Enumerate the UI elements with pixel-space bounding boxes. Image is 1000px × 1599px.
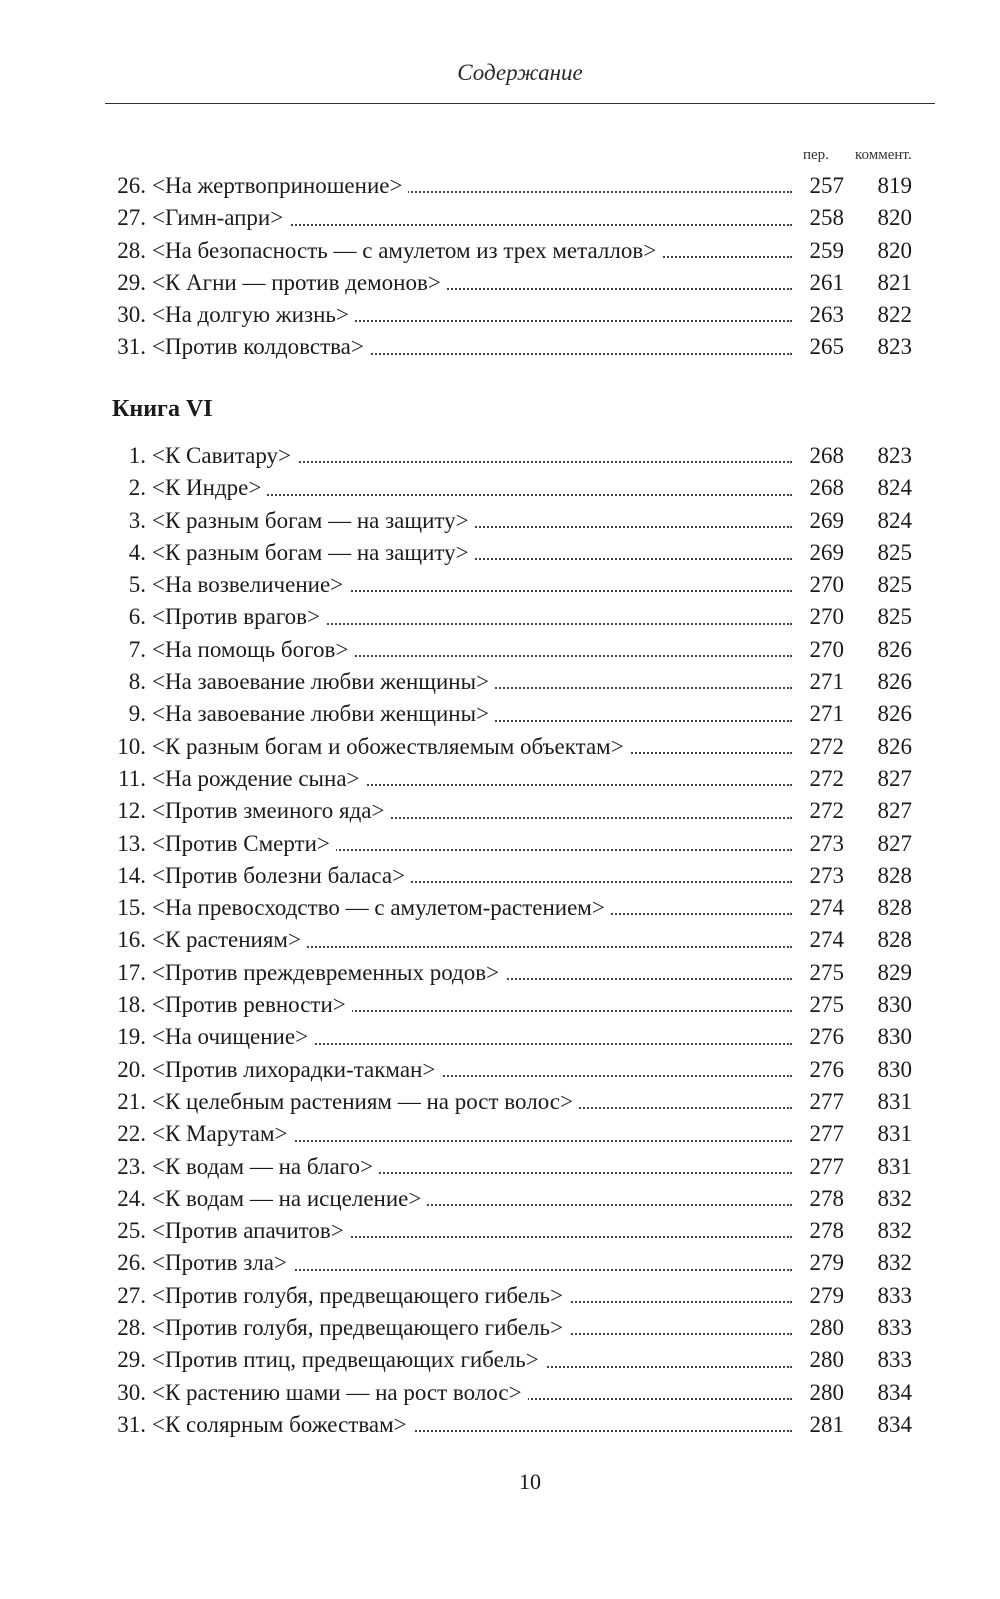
entry-number: 29. (117, 269, 146, 295)
entry-page-translation: 277 (809, 1153, 844, 1179)
entry-title: <К Савитару> (152, 443, 297, 468)
entry-title-wrap (152, 666, 792, 698)
entry-title: <Против апачитов> (152, 1218, 350, 1243)
entry-number: 23. (117, 1153, 146, 1179)
entry-title-wrap (152, 440, 792, 472)
entry-title-wrap (152, 924, 792, 956)
entry-title: <На превосходство — с амулетом-растением> (152, 895, 611, 920)
entry-page-comment: 831 (877, 1088, 912, 1114)
toc-entry (0, 170, 1000, 202)
entry-number: 27. (117, 205, 146, 231)
entry-title-wrap (152, 202, 792, 234)
entry-page-translation: 270 (809, 636, 844, 662)
entry-page-translation: 279 (809, 1250, 844, 1276)
entry-title: <На возвеличение> (152, 572, 349, 597)
entry-page-translation: 272 (809, 733, 844, 759)
entry-page-comment: 823 (877, 443, 912, 468)
entry-title-wrap (152, 1021, 792, 1053)
toc-entry (0, 569, 1000, 601)
entry-page-comment: 830 (877, 1024, 912, 1050)
toc-entry (0, 1118, 1000, 1150)
entry-title-wrap (152, 1151, 792, 1183)
entry-title: <На долгую жизнь> (152, 302, 355, 327)
entry-title: <К разным богам и обожествляемым объектам> (152, 734, 630, 759)
entry-title-wrap (152, 763, 792, 795)
entry-title-wrap (152, 1312, 792, 1344)
toc-entry (0, 1280, 1000, 1312)
entry-page-comment: 822 (877, 302, 912, 328)
toc-entry (0, 860, 1000, 892)
entry-number: 16. (117, 927, 146, 953)
toc-entry (0, 1215, 1000, 1247)
entry-title: <К водам — на благо> (152, 1154, 379, 1179)
entry-page-comment: 830 (877, 992, 912, 1018)
entry-title-wrap (152, 505, 792, 537)
entry-page-comment: 826 (877, 701, 912, 727)
entry-title: <На помощь богов> (152, 637, 354, 662)
entry-number: 30. (117, 302, 146, 328)
entry-number: 20. (117, 1056, 146, 1082)
column-header-per: пер. (803, 147, 829, 163)
entry-number: 31. (117, 1411, 146, 1437)
toc-entry (0, 1377, 1000, 1409)
toc-entry (0, 828, 1000, 860)
entry-page-translation: 268 (809, 475, 844, 501)
entry-number: 3. (128, 507, 146, 533)
toc-entry (0, 299, 1000, 331)
entry-title-wrap (152, 989, 792, 1021)
entry-title: <На жертвоприношение> (152, 173, 408, 198)
entry-number: 1. (128, 443, 146, 468)
entry-number: 31. (117, 334, 146, 360)
entry-page-comment: 833 (877, 1282, 912, 1308)
entry-page-comment: 828 (877, 862, 912, 888)
entry-title: <К растению шами — на рост волос> (152, 1380, 528, 1405)
entry-title-wrap (152, 731, 792, 763)
entry-page-translation: 274 (809, 927, 844, 953)
entry-page-translation: 259 (809, 237, 844, 263)
entry-title-wrap (152, 537, 792, 569)
entry-page-comment: 832 (877, 1218, 912, 1244)
toc-entry (0, 1344, 1000, 1376)
entry-number: 25. (117, 1218, 146, 1244)
entry-number: 28. (117, 237, 146, 263)
toc-entry (0, 989, 1000, 1021)
entry-page-translation: 280 (809, 1315, 844, 1341)
toc-entry (0, 1247, 1000, 1279)
entry-title: <К разным богам — на защиту> (152, 508, 475, 533)
entry-page-translation: 270 (809, 604, 844, 630)
entry-page-comment: 828 (877, 895, 912, 921)
entry-page-translation: 279 (809, 1282, 844, 1308)
entry-page-translation: 271 (809, 669, 844, 695)
entry-number: 6. (128, 604, 146, 630)
entry-page-comment: 825 (877, 604, 912, 630)
entry-title-wrap (152, 1409, 792, 1441)
entry-title: <К растениям> (152, 927, 307, 952)
entry-page-translation: 274 (809, 895, 844, 921)
entry-title: <К целебным растениям — на рост волос> (152, 1089, 579, 1114)
entry-number: 30. (117, 1379, 146, 1405)
entry-page-comment: 824 (877, 507, 912, 533)
entry-title-wrap (152, 1118, 792, 1150)
entry-title-wrap (152, 795, 792, 827)
entry-page-comment: 820 (877, 205, 912, 231)
entry-title-wrap (152, 601, 792, 633)
column-header-comment: коммент. (855, 147, 912, 163)
entry-number: 11. (118, 765, 146, 791)
entry-title: <На рождение сына> (152, 766, 366, 791)
entry-page-translation: 261 (809, 269, 844, 295)
entry-title-wrap (152, 472, 792, 504)
entry-page-translation: 269 (809, 507, 844, 533)
header-rule (105, 103, 935, 104)
entry-title: <На очищение> (152, 1024, 314, 1049)
entry-number: 14. (117, 862, 146, 888)
entry-title: <На безопасность — с амулетом из трех металлов> (152, 238, 662, 263)
entry-page-translation: 269 (809, 539, 844, 565)
page-number: 10 (519, 1469, 541, 1494)
entry-number: 22. (117, 1121, 146, 1147)
entry-title-wrap (152, 634, 792, 666)
column-headers (0, 147, 1000, 167)
toc-entry (0, 1312, 1000, 1344)
entry-title-wrap (152, 267, 792, 299)
toc-entry (0, 924, 1000, 956)
entry-number: 26. (117, 173, 146, 198)
toc-list-book-6 (0, 440, 1000, 1441)
entry-page-comment: 827 (877, 830, 912, 856)
entry-page-translation: 270 (809, 572, 844, 598)
entry-page-translation: 257 (809, 173, 844, 198)
toc-entry (0, 634, 1000, 666)
toc-entry (0, 763, 1000, 795)
toc-entry (0, 267, 1000, 299)
entry-number: 12. (117, 798, 146, 824)
entry-page-comment: 826 (877, 636, 912, 662)
entry-number: 10. (117, 733, 146, 759)
entry-number: 4. (128, 539, 146, 565)
toc-entry (0, 892, 1000, 924)
entry-number: 9. (128, 701, 146, 727)
entry-page-translation: 275 (809, 959, 844, 985)
entry-title-wrap (152, 828, 792, 860)
entry-title-wrap (152, 1377, 792, 1409)
entry-page-comment: 834 (877, 1379, 912, 1405)
entry-number: 19. (117, 1024, 146, 1050)
entry-title-wrap (152, 957, 792, 989)
entry-title: <Против врагов> (152, 604, 326, 629)
entry-page-translation: 280 (809, 1379, 844, 1405)
toc-entry (0, 666, 1000, 698)
entry-page-comment: 825 (877, 539, 912, 565)
entry-title-wrap (152, 1344, 792, 1376)
entry-title-wrap (152, 299, 792, 331)
entry-title-wrap (152, 170, 792, 202)
entry-page-translation: 273 (809, 830, 844, 856)
entry-title-wrap (152, 1183, 792, 1215)
entry-number: 13. (117, 830, 146, 856)
entry-page-translation: 276 (809, 1056, 844, 1082)
toc-entry (0, 1409, 1000, 1441)
entry-page-comment: 831 (877, 1153, 912, 1179)
entry-number: 8. (128, 669, 146, 695)
toc-entry (0, 601, 1000, 633)
entry-title-wrap (152, 1086, 792, 1118)
entry-page-comment: 826 (877, 733, 912, 759)
entry-number: 7. (128, 636, 146, 662)
toc-entry (0, 331, 1000, 363)
entry-page-translation: 272 (809, 765, 844, 791)
entry-page-translation: 275 (809, 992, 844, 1018)
entry-title-wrap (152, 892, 792, 924)
entry-title-wrap (152, 235, 792, 267)
entry-title: <На завоевание любви женщины> (152, 701, 495, 726)
entry-page-comment: 827 (877, 798, 912, 824)
entry-title: <Против ревности> (152, 992, 352, 1017)
section-heading-book-6: Книга VI (112, 396, 213, 422)
entry-page-comment: 833 (877, 1347, 912, 1373)
toc-entry (0, 1086, 1000, 1118)
entry-page-translation: 277 (809, 1121, 844, 1147)
entry-title: <Против зла> (152, 1250, 293, 1275)
entry-page-comment: 831 (877, 1121, 912, 1147)
entry-number: 15. (117, 895, 146, 921)
entry-page-comment: 820 (877, 237, 912, 263)
entry-page-translation: 258 (809, 205, 844, 231)
entry-number: 21. (117, 1088, 146, 1114)
entry-title: <Против колдовства> (152, 334, 370, 359)
entry-page-translation: 272 (809, 798, 844, 824)
entry-title: <К Марутам> (152, 1121, 293, 1146)
entry-title: <К Агни — против демонов> (152, 270, 447, 295)
toc-entry (0, 202, 1000, 234)
entry-page-comment: 821 (877, 269, 912, 295)
entry-number: 28. (117, 1315, 146, 1341)
entry-title-wrap (152, 1215, 792, 1247)
toc-entry (0, 440, 1000, 472)
entry-title-wrap (152, 698, 792, 730)
entry-page-comment: 826 (877, 669, 912, 695)
toc-entry (0, 795, 1000, 827)
entry-page-comment: 833 (877, 1315, 912, 1341)
toc-entry (0, 1054, 1000, 1086)
entry-number: 29. (117, 1347, 146, 1373)
entry-page-comment: 825 (877, 572, 912, 598)
toc-entry (0, 1151, 1000, 1183)
entry-title: <Против голубя, предвещающего гибель> (152, 1283, 569, 1308)
entry-page-translation: 278 (809, 1185, 844, 1211)
toc-list-prev (0, 170, 1000, 364)
entry-number: 5. (128, 572, 146, 598)
entry-page-comment: 832 (877, 1250, 912, 1276)
entry-title: <К водам — на исцеление> (152, 1186, 427, 1211)
entry-page-translation: 265 (809, 334, 844, 360)
entry-page-comment: 834 (877, 1411, 912, 1437)
entry-title: <Против Смерти> (152, 831, 336, 856)
toc-entry (0, 537, 1000, 569)
entry-page-translation: 273 (809, 862, 844, 888)
entry-title-wrap (152, 1247, 792, 1279)
entry-page-comment: 830 (877, 1056, 912, 1082)
toc-entry (0, 698, 1000, 730)
toc-entry (0, 957, 1000, 989)
toc-entry (0, 235, 1000, 267)
entry-title-wrap (152, 569, 792, 601)
toc-entry (0, 1183, 1000, 1215)
entry-title: <Против птиц, предвещающих гибель> (152, 1347, 545, 1372)
entry-title: <Против голубя, предвещающего гибель> (152, 1315, 569, 1340)
entry-title: <К Индре> (152, 475, 267, 500)
toc-entry (0, 1021, 1000, 1053)
entry-page-comment: 824 (877, 475, 912, 501)
entry-page-comment: 829 (877, 959, 912, 985)
entry-number: 26. (117, 1250, 146, 1276)
entry-title: <К солярным божествам> (152, 1412, 413, 1437)
entry-page-translation: 281 (809, 1411, 844, 1437)
entry-title-wrap (152, 1280, 792, 1312)
entry-title: <Против лихорадки-такман> (152, 1057, 441, 1082)
entry-page-comment: 832 (877, 1185, 912, 1211)
entry-page-translation: 271 (809, 701, 844, 727)
entry-title: <Против болезни баласа> (152, 863, 411, 888)
running-head: Содержание (457, 60, 583, 85)
entry-title: <Против змеиного яда> (152, 798, 390, 823)
entry-title-wrap (152, 860, 792, 892)
entry-page-comment: 827 (877, 765, 912, 791)
entry-page-comment: 819 (877, 173, 912, 198)
entry-title: <К разным богам — на защиту> (152, 540, 475, 565)
entry-title: <Гимн-апри> (152, 205, 289, 230)
entry-page-comment: 823 (877, 334, 912, 360)
entry-number: 2. (128, 475, 146, 501)
toc-entry (0, 505, 1000, 537)
entry-number: 24. (117, 1185, 146, 1211)
entry-number: 18. (117, 992, 146, 1018)
entry-page-comment: 828 (877, 927, 912, 953)
toc-entry (0, 731, 1000, 763)
entry-number: 17. (117, 959, 146, 985)
entry-page-translation: 280 (809, 1347, 844, 1373)
entry-page-translation: 278 (809, 1218, 844, 1244)
entry-number: 27. (117, 1282, 146, 1308)
entry-title-wrap (152, 1054, 792, 1086)
entry-title: <Против преждевременных родов> (152, 960, 505, 985)
entry-title: <На завоевание любви женщины> (152, 669, 495, 694)
entry-page-translation: 277 (809, 1088, 844, 1114)
entry-page-translation: 263 (809, 302, 844, 328)
entry-page-translation: 268 (809, 443, 844, 468)
entry-title-wrap (152, 331, 792, 363)
toc-entry (0, 472, 1000, 504)
entry-page-translation: 276 (809, 1024, 844, 1050)
